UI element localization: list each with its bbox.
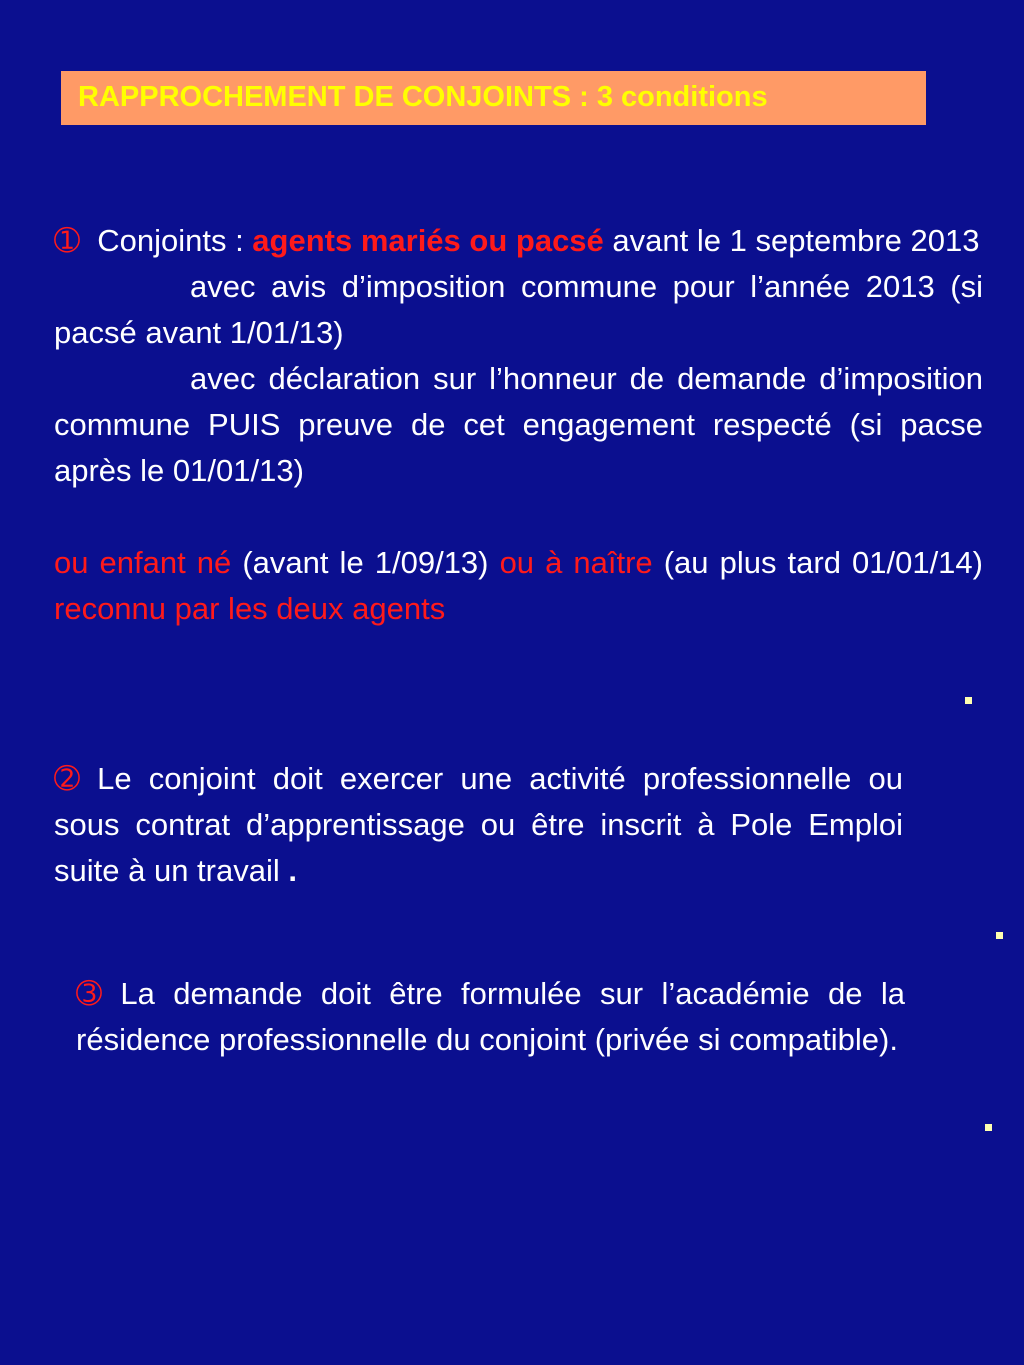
condition-1-line2: avec avis d’imposition commune pour l’année 2013 (si pacsé avant 1/01/13) — [54, 269, 983, 350]
condition-1-prefix: Conjoints : — [97, 223, 253, 258]
child-red-3: reconnu par les deux agents — [54, 591, 446, 626]
child-red-1: ou enfant né — [54, 545, 232, 580]
condition-3 — [76, 971, 905, 1063]
number-2-icon: ➁ — [54, 761, 80, 796]
child-red-2: ou à naître — [499, 545, 653, 580]
condition-2-text: ➁ Le conjoint doit exercer une activité professionnelle ou sous contrat d’apprentissage ou être inscrit à Pole Emploi suite à un travail . — [54, 761, 903, 888]
child-text-1: (avant le 1/09/13) — [231, 545, 500, 580]
number-3-icon: ➂ — [76, 976, 102, 1011]
condition-1-line1 — [54, 218, 983, 264]
bullet-marker-1 — [965, 697, 972, 704]
bullet-marker-2 — [996, 932, 1003, 939]
condition-1-child — [54, 540, 983, 632]
condition-1-line3: avec déclaration sur l’honneur de demande d’imposition commune PUIS preuve de cet engagement respecté (si pacse après le 01/01/13) — [54, 361, 983, 488]
page-title: RAPPROCHEMENT DE CONJOINTS : 3 conditions — [78, 81, 768, 113]
bullet-marker-3 — [985, 1124, 992, 1131]
condition-1-suffix: avant le 1 septembre 2013 — [603, 223, 980, 258]
number-1-icon: ➀ — [54, 223, 80, 258]
title-banner — [61, 71, 926, 125]
condition-2 — [54, 756, 903, 894]
condition-3-text: ➂ La demande doit être formulée sur l’académie de la résidence professionnelle du conjoint (privée si compatible). — [76, 976, 905, 1057]
child-text-2: (au plus tard 01/01/14) — [652, 545, 983, 580]
condition-1-highlight: agents mariés ou pacsé — [252, 223, 604, 258]
condition-1 — [54, 218, 983, 632]
